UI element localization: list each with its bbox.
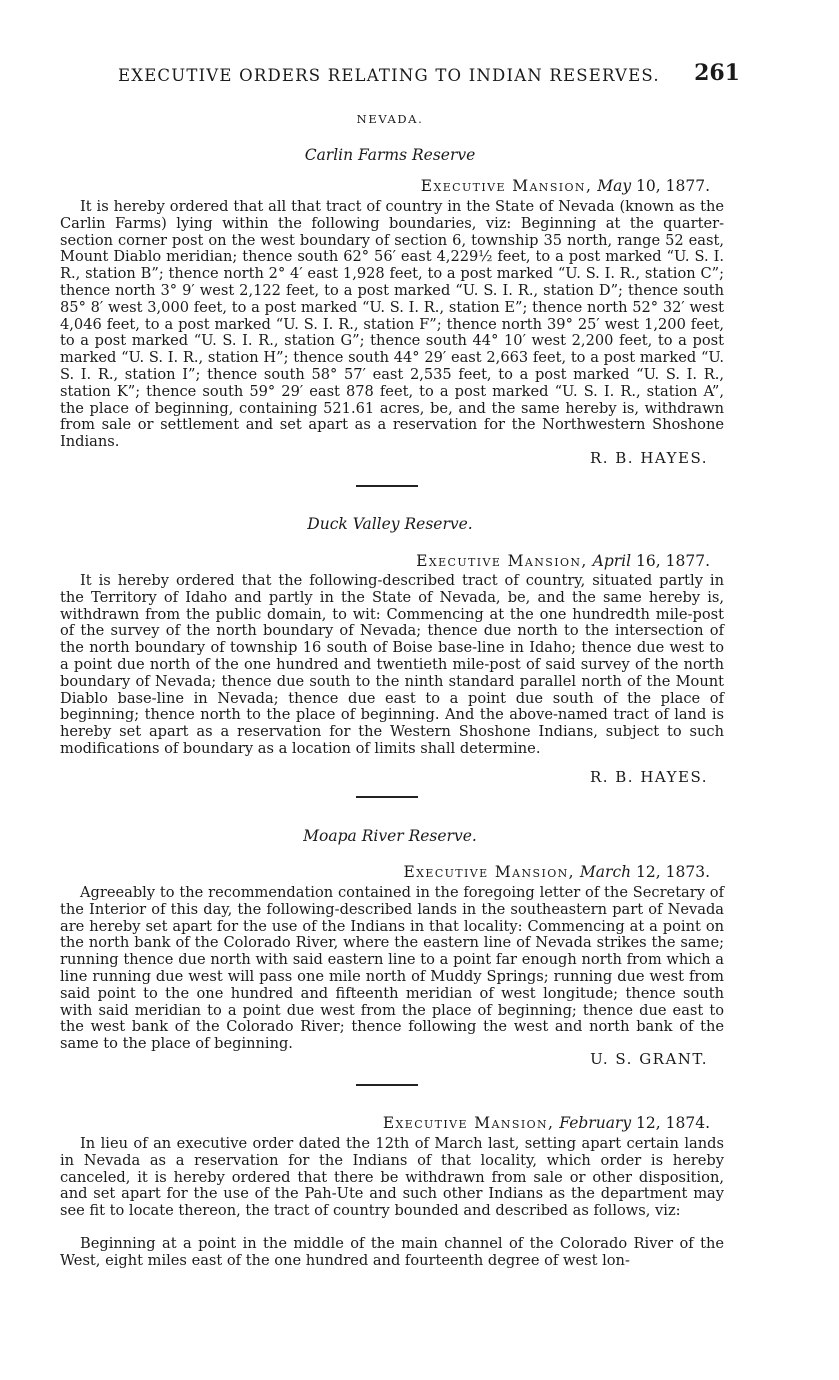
section-divider xyxy=(356,485,418,487)
section-divider xyxy=(356,1084,418,1086)
dateline-carlin-farms xyxy=(421,177,710,195)
dateline-prefix: Executive Mansion, xyxy=(416,552,588,570)
dateline-prefix: Executive Mansion, xyxy=(420,177,593,195)
dateline-day-year: 16, 1877. xyxy=(636,552,710,570)
order-text-duck-valley: It is hereby ordered that the following-described tract of country, situated partly in the Territory of Idaho and partly in the State of Nevada, be, and the same hereby is, withdrawn from the public domain, to wit: Commencing at the one hundredth mile-post of the survey of the north boundary of Nevada; thence due north to the intersection of the north boundary of township 16 south of Boise base-line in Idaho; thence due west to a point due north of the one hundred and twentieth mile-post of said survey of the north boundary of Nevada; thence due south to the ninth standard parallel north of the Mount Diablo base-line in Nevada; thence due east to a point due south of the place of beginning; thence north to the place of beginning. And the above-named tract of land is hereby set apart as a reservation for the Western Shoshone Indians, subject to such modifications of boundary as a location of limits shall determine. xyxy=(60,572,724,757)
dateline-month: February xyxy=(559,1114,632,1132)
signature-duck-valley: R. B. HAYES. xyxy=(589,768,708,786)
dateline-month: May xyxy=(597,177,632,195)
dateline-feb-1874 xyxy=(383,1114,710,1132)
order-text-moapa-river: Agreeably to the recommendation contained in the foregoing letter of the Secretary of the Interior of this day, the following-described lands in the southeastern part of Nevada are hereby set apart for the use of the Indians in that locality: Commencing at a point on the north bank of the Colorado River, where the eastern line of Nevada strikes the same; running thence due north with said eastern line to a point far enough north from which a line running due west will pass one mile north of Muddy Springs; running due west from said point to the one hundred and fifteenth meridian of west longitude; thence south with said meridian to a point due west from the place of beginning; thence due east to the west bank of the Colorado River; thence following the west and north bank of the same to the place of beginning. xyxy=(60,884,724,1053)
reserve-title-moapa-river: Moapa River Reserve. xyxy=(303,827,477,845)
order-text-feb-1874-boundary: Beginning at a point in the middle of the main channel of the Colorado River of the West, eight miles east of the one hundred and fourteenth degree of west lon- xyxy=(60,1235,724,1269)
dateline-prefix: Executive Mansion, xyxy=(382,1114,555,1132)
dateline-day-year: 12, 1874. xyxy=(636,1114,710,1132)
dateline-duck-valley xyxy=(416,552,710,570)
running-header xyxy=(40,62,740,92)
dateline-day-year: 12, 1873. xyxy=(636,863,710,881)
reserve-title-carlin-farms: Carlin Farms Reserve xyxy=(304,146,476,164)
dateline-month: March xyxy=(579,863,632,881)
signature-carlin-farms: R. B. HAYES. xyxy=(589,449,708,467)
dateline-month: April xyxy=(592,552,632,570)
dateline-prefix: Executive Mansion, xyxy=(403,863,575,881)
running-title: EXECUTIVE ORDERS RELATING TO INDIAN RESERVES. xyxy=(118,66,660,85)
order-text-feb-1874: In lieu of an executive order dated the 12th of March last, setting apart certain lands in Nevada as a reservation for the Indians of that locality, which order is hereby canceled, it is hereby ordered that there be withdrawn from sale or other disposition, and set apart for the use of the Pah-Ute and such other Indians as the department may see fit to locate thereon, the tract of country bounded and described as follows, viz: xyxy=(60,1135,724,1220)
section-divider xyxy=(356,796,418,798)
dateline-day-year: 10, 1877. xyxy=(636,177,710,195)
state-heading: NEVADA. xyxy=(356,112,424,126)
signature-moapa-river: U. S. GRANT. xyxy=(590,1050,708,1068)
reserve-title-duck-valley: Duck Valley Reserve. xyxy=(307,515,473,533)
dateline-moapa-river xyxy=(403,863,710,881)
order-text-carlin-farms: It is hereby ordered that all that tract of country in the State of Nevada (known as the Carlin Farms) lying within the following boundaries, viz: Beginning at the quarter-section corner post on the west boundary of section 6, township 35 north, range 52 east, Mount Diablo meridian; thence south 62° 56′ east 4,229½ feet, to a post marked “U. S. I. R., station B”; thence north 2° 4′ east 1,928 feet, to a post marked “U. S. I. R., station C”; thence north 3° 9′ west 2,122 feet, to a post marked “U. S. I. R., station D”; thence south 85° 8′ west 3,000 feet, to a post marked “U. S. I. R., station E”; thence north 52° 32′ west 4,046 feet, to a post marked “U. S. I. R., station F”; thence north 39° 25′ west 1,200 feet, to a post marked “U. S. I. R., station G”; thence south 44° 10′ west 2,200 feet, to a post marked “U. S. I. R., station H”; thence south 44° 29′ east 2,663 feet, to a post marked “U. S. I. R., station I”; thence south 58° 57′ east 2,535 feet, to a post marked “U. S. I. R., station K”; thence south 59° 29′ east 878 feet, to a post marked “U. S. I. R., station A”, the place of beginning, containing 521.61 acres, be, and the same hereby is, withdrawn from sale or settlement and set apart as a reservation for the Northwestern Shoshone Indians. xyxy=(60,198,724,451)
document-page xyxy=(40,0,740,1380)
page-number: 261 xyxy=(694,60,740,86)
